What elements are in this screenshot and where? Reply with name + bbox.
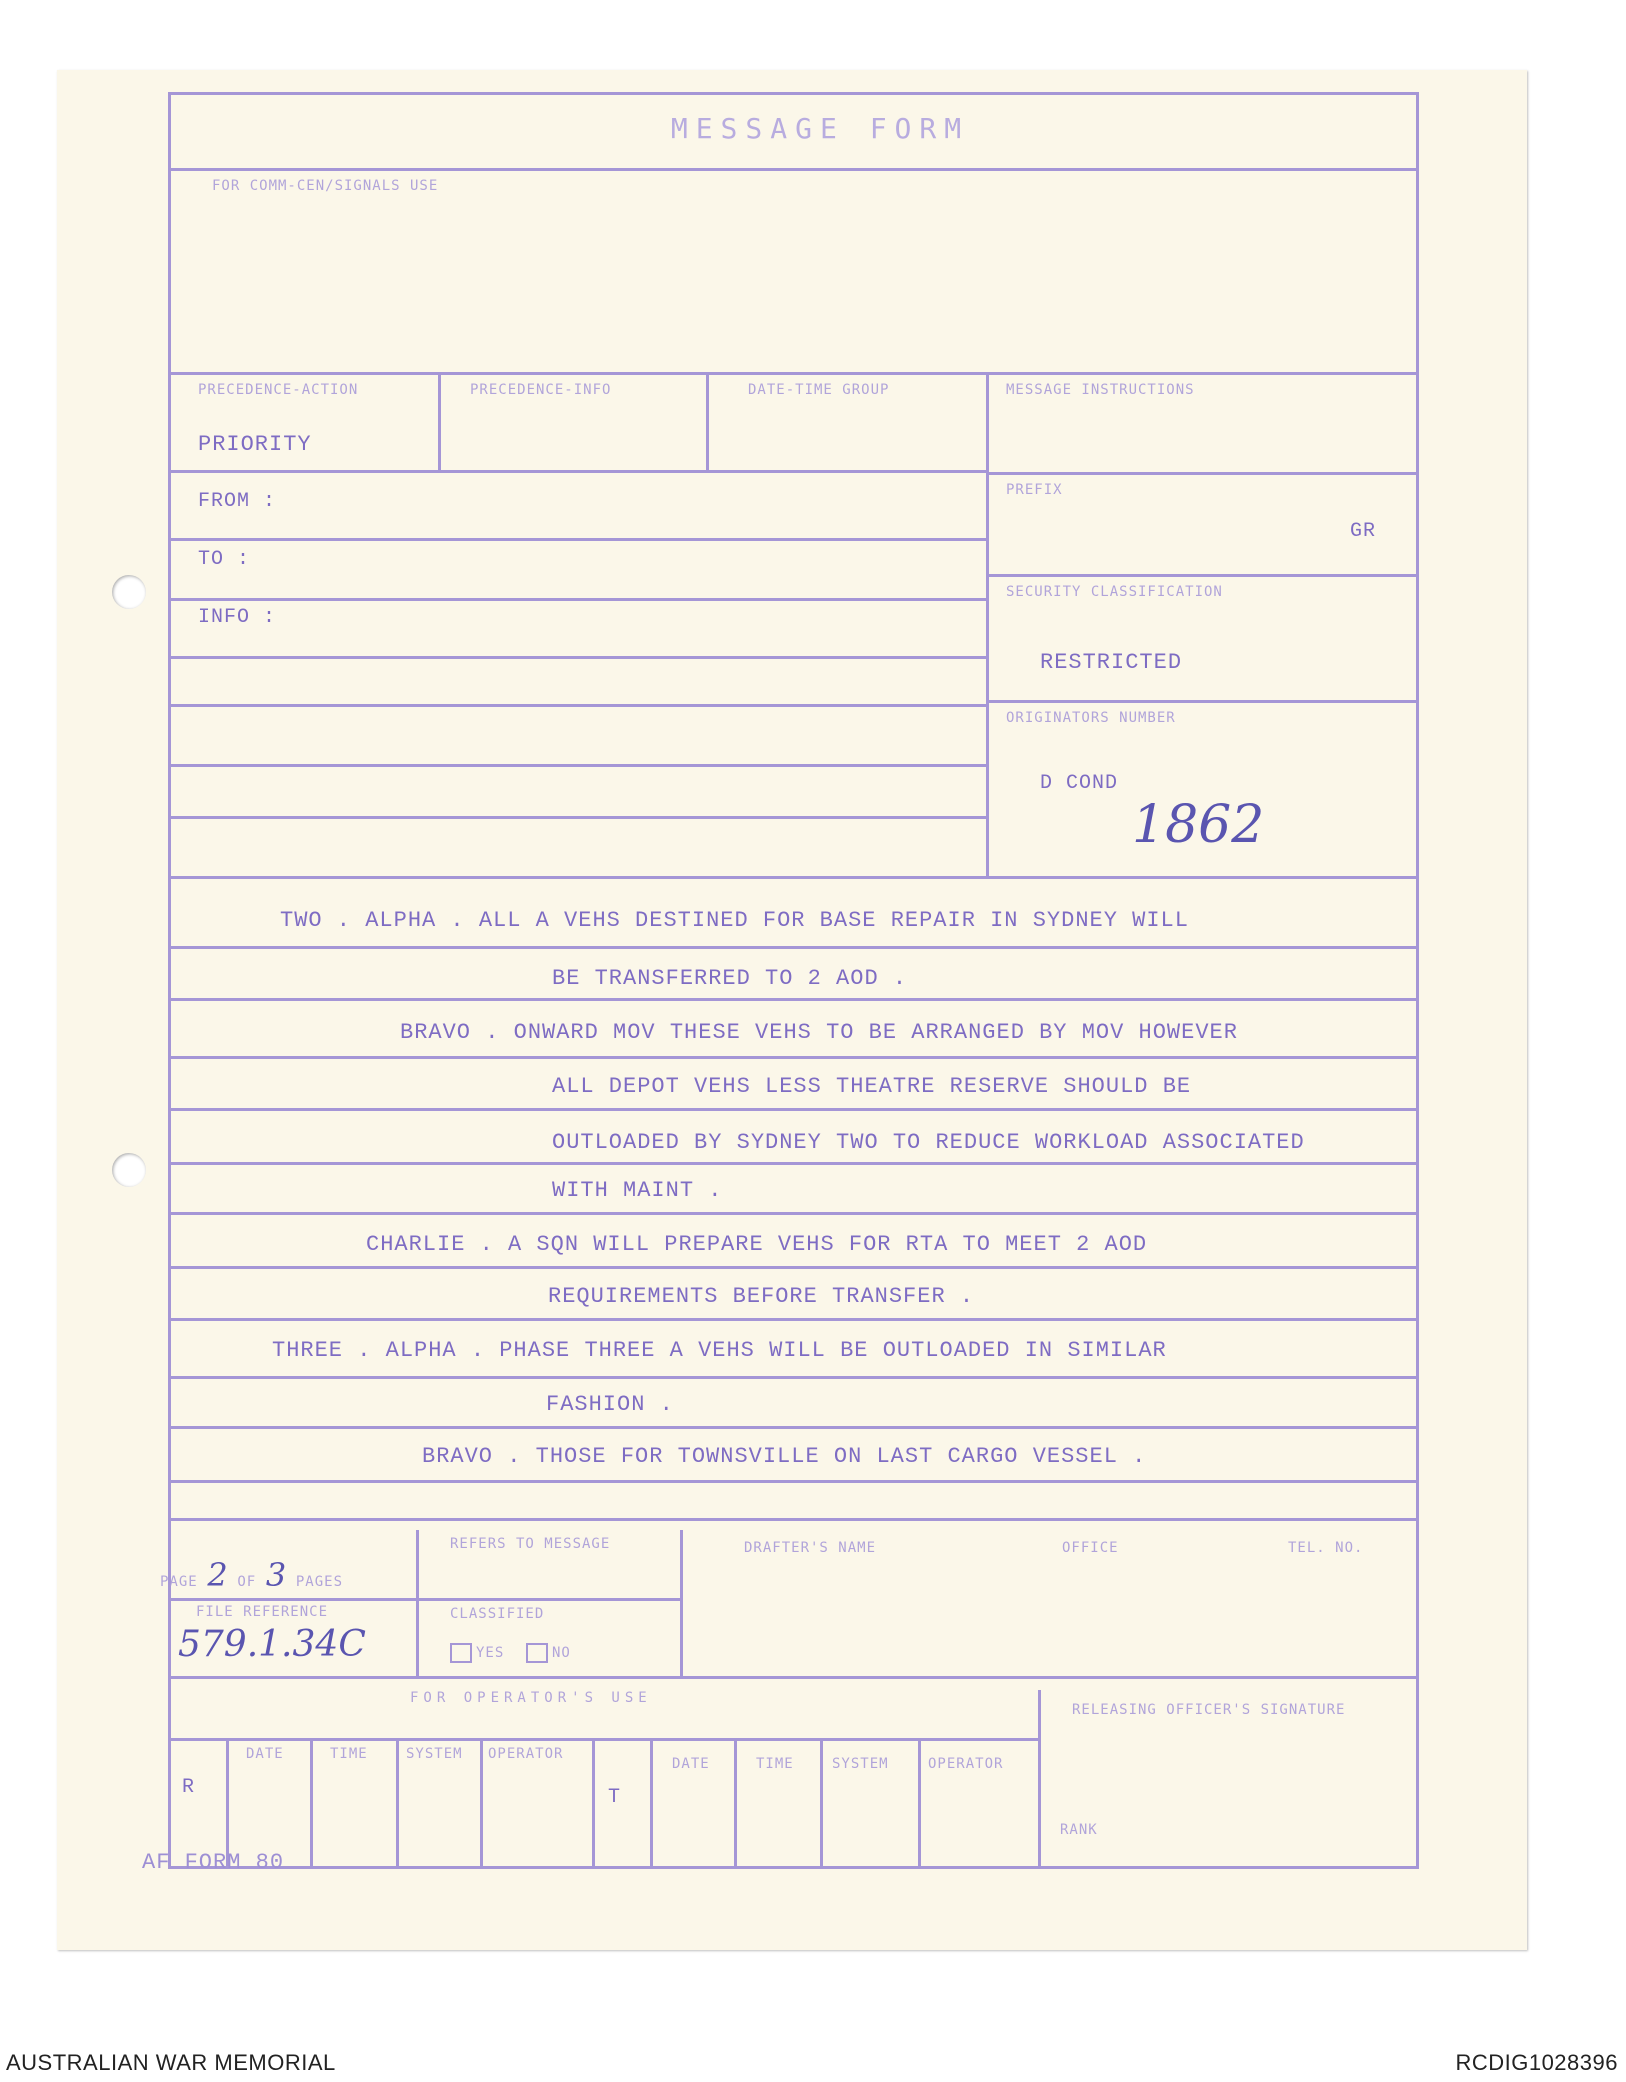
rule-body-7 (168, 1266, 1419, 1269)
message-line: BRAVO . THOSE FOR TOWNSVILLE ON LAST CARGO VESSEL . (422, 1444, 1147, 1469)
rule-classified (416, 1598, 682, 1601)
rule-body-11 (168, 1480, 1419, 1483)
op-col-5 (650, 1738, 653, 1866)
page-label-suffix: PAGES (295, 1574, 344, 1590)
rule-body-5 (168, 1162, 1419, 1165)
op-col-2 (396, 1738, 399, 1866)
precedence-info-label: PRECEDENCE-INFO (470, 382, 612, 398)
classified-options (450, 1642, 571, 1663)
file-reference-label: FILE REFERENCE (196, 1604, 329, 1620)
op-col-3 (480, 1738, 483, 1866)
page-of-label: OF (237, 1574, 257, 1590)
op-col-operator-r: OPERATOR (488, 1746, 564, 1762)
security-classification-label: SECURITY CLASSIFICATION (1006, 584, 1223, 600)
rule-title (168, 168, 1419, 171)
rule-operator-top (168, 1676, 1419, 1679)
op-col-time-r: TIME (330, 1746, 368, 1762)
classified-no-label: NO (551, 1645, 571, 1661)
message-line: ALL DEPOT VEHS LESS THEATRE RESERVE SHOULD BE (552, 1074, 1192, 1099)
frame-left (168, 92, 171, 1868)
op-col-date-r: DATE (246, 1746, 284, 1762)
page-label-prefix: PAGE (160, 1574, 198, 1590)
releasing-officer-label: RELEASING OFFICER'S SIGNATURE (1072, 1702, 1346, 1718)
gr-label: GR (1350, 520, 1377, 543)
received-label: R (182, 1776, 196, 1799)
page-number-handwritten: 2 (207, 1556, 228, 1594)
rule-admin-top (168, 1518, 1419, 1521)
from-label: FROM : (198, 490, 277, 513)
rule-info-1 (168, 656, 988, 659)
rule-info-3 (168, 764, 988, 767)
message-line: BRAVO . ONWARD MOV THESE VEHS TO BE ARRANGED BY MOV HOWEVER (400, 1020, 1238, 1045)
form-title: MESSAGE FORM (670, 112, 970, 145)
rule-body-9 (168, 1376, 1419, 1379)
message-line: TWO . ALPHA . ALL A VEHS DESTINED FOR BASE REPAIR IN SYDNEY WILL (280, 908, 1189, 933)
originators-number-label: ORIGINATORS NUMBER (1006, 710, 1176, 726)
message-line: FASHION . (546, 1392, 674, 1417)
frame-right (1416, 92, 1419, 1868)
divider-admin-2 (680, 1530, 683, 1676)
divider-releasing (1038, 1690, 1041, 1868)
message-line: CHARLIE . A SQN WILL PREPARE VEHS FOR RTA TO MEET 2 AOD (366, 1232, 1148, 1257)
rule-precedence-top (168, 372, 1419, 375)
office-label: OFFICE (1062, 1540, 1119, 1556)
rule-body-4 (168, 1108, 1419, 1111)
classified-yes-checkbox[interactable] (450, 1643, 472, 1663)
info-label: INFO : (198, 606, 277, 629)
rule-page (168, 1598, 418, 1601)
divider-admin-1 (416, 1530, 419, 1676)
comm-use-label: FOR COMM-CEN/SIGNALS USE (212, 178, 439, 194)
footer-institution: AUSTRALIAN WAR MEMORIAL (6, 2050, 336, 2075)
op-col-4 (592, 1738, 595, 1866)
punch-hole-top (112, 575, 146, 609)
page-total-handwritten: 3 (265, 1556, 287, 1594)
to-label: TO : (198, 548, 251, 571)
rule-info-2 (168, 704, 988, 707)
rule-operator-cols (168, 1738, 1040, 1741)
op-col-system-r: SYSTEM (406, 1746, 463, 1762)
rule-body-top (168, 876, 1419, 879)
classified-label: CLASSIFIED (450, 1606, 545, 1622)
refers-to-message-label: REFERS TO MESSAGE (450, 1536, 611, 1552)
file-reference-handwritten: 579.1.34C (178, 1624, 366, 1665)
security-classification-value: RESTRICTED (1040, 650, 1183, 675)
message-line: THREE . ALPHA . PHASE THREE A VEHS WILL BE OUTLOADED IN SIMILAR (272, 1338, 1167, 1363)
rule-body-1 (168, 946, 1419, 949)
prefix-label: PREFIX (1006, 482, 1063, 498)
form-number: AF FORM 80 (142, 1850, 285, 1875)
op-col-system-t: SYSTEM (832, 1756, 889, 1772)
op-col-date-t: DATE (672, 1756, 710, 1772)
rank-label: RANK (1060, 1822, 1098, 1838)
message-line: REQUIREMENTS BEFORE TRANSFER . (548, 1284, 975, 1309)
rule-originator-top (986, 700, 1419, 703)
message-line: WITH MAINT . (552, 1178, 723, 1203)
rule-prefix-top (986, 472, 1419, 475)
tel-no-label: TEL. NO. (1288, 1540, 1364, 1556)
divider-prec-3 (986, 372, 989, 877)
divider-prec-2 (706, 372, 709, 472)
op-col-7 (820, 1738, 823, 1866)
rule-from-top (168, 470, 988, 473)
rule-to (168, 598, 988, 601)
message-form-sheet (57, 70, 1527, 1950)
message-line: OUTLOADED BY SYDNEY TWO TO REDUCE WORKLOAD ASSOCIATED (552, 1130, 1305, 1155)
op-col-operator-t: OPERATOR (928, 1756, 1004, 1772)
op-col-8 (918, 1738, 921, 1866)
op-col-time-t: TIME (756, 1756, 794, 1772)
drafters-name-label: DRAFTER'S NAME (744, 1540, 877, 1556)
datetime-group-label: DATE-TIME GROUP (748, 382, 890, 398)
rule-body-6 (168, 1212, 1419, 1215)
classified-no-checkbox[interactable] (526, 1643, 548, 1663)
op-col-r (226, 1738, 229, 1866)
punch-hole-bottom (112, 1153, 146, 1187)
rule-body-3 (168, 1056, 1419, 1059)
op-col-6 (734, 1738, 737, 1866)
rule-body-10 (168, 1426, 1419, 1429)
originators-number-handwritten: 1862 (1132, 795, 1265, 855)
originators-number-typed: D COND (1040, 772, 1119, 795)
rule-security-top (986, 574, 1419, 577)
rule-bottom (168, 1866, 1419, 1869)
rule-from (168, 538, 988, 541)
divider-prec-1 (438, 372, 441, 472)
footer-identifier: RCDIG1028396 (1455, 2050, 1618, 2075)
message-line: BE TRANSFERRED TO 2 AOD . (552, 966, 908, 991)
transmitted-label: T (608, 1786, 622, 1809)
precedence-action-value: PRIORITY (198, 432, 312, 457)
rule-body-2 (168, 998, 1419, 1001)
classified-yes-label: YES (476, 1645, 505, 1661)
rule-info-4 (168, 816, 988, 819)
precedence-action-label: PRECEDENCE-ACTION (198, 382, 359, 398)
rule-top (168, 92, 1419, 95)
op-col-1 (310, 1738, 313, 1866)
operator-use-label: FOR OPERATOR'S USE (410, 1690, 652, 1706)
rule-body-8 (168, 1318, 1419, 1321)
message-instructions-label: MESSAGE INSTRUCTIONS (1006, 382, 1195, 398)
page-count (160, 1556, 343, 1594)
